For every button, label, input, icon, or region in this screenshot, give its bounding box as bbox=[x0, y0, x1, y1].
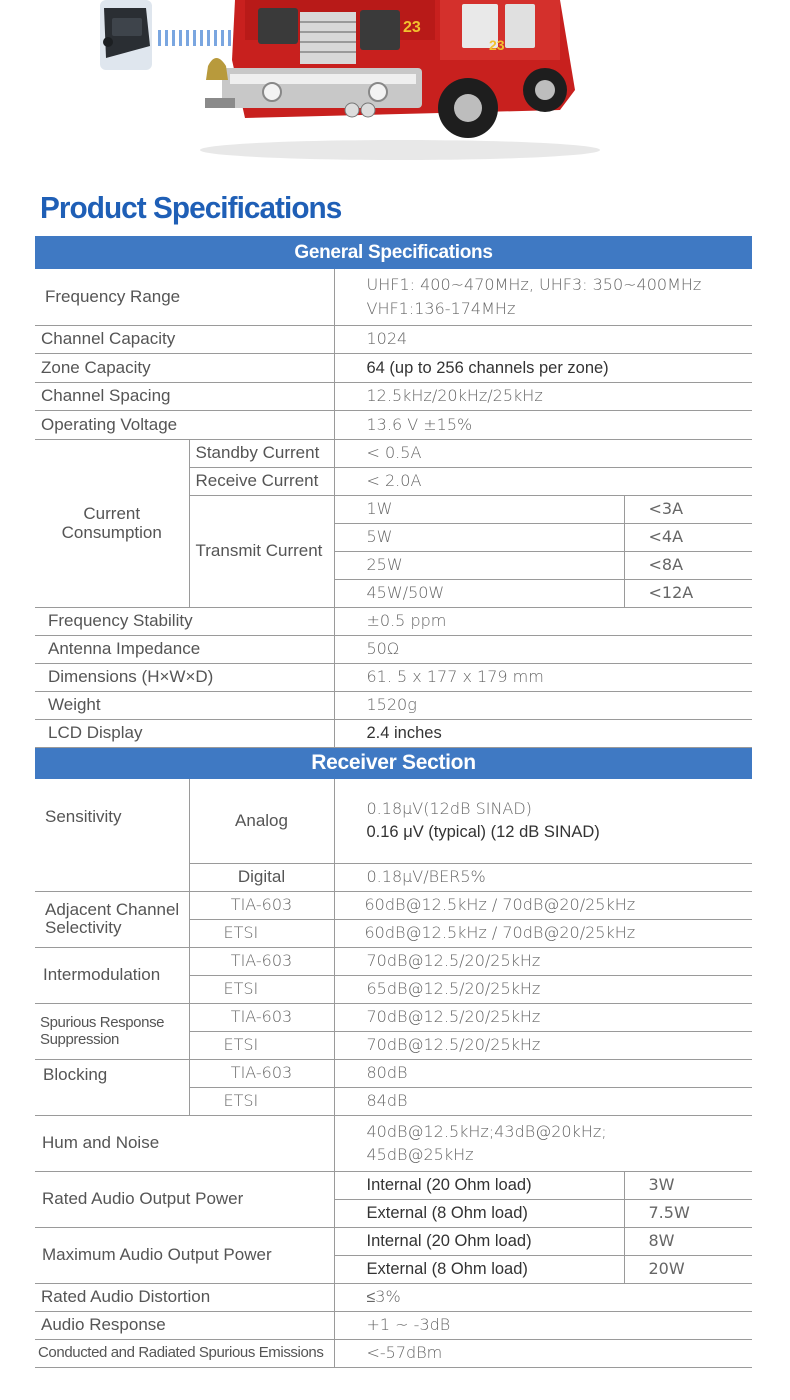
value-line: 0.16 μV (typical) (12 dB SINAD) bbox=[366, 823, 600, 842]
row-value: 13.6 V ±15% bbox=[334, 410, 752, 439]
table-row bbox=[35, 1115, 752, 1171]
row-value: 64 (up to 256 channels per zone) bbox=[334, 353, 752, 382]
row-value: <-57dBm bbox=[334, 1339, 752, 1367]
power-value: 1W bbox=[334, 495, 624, 523]
row-value: < 2.0A bbox=[334, 467, 752, 495]
table-row bbox=[35, 691, 752, 719]
table-row bbox=[35, 947, 752, 975]
row-label: Channel Capacity bbox=[35, 325, 334, 353]
sub-label: TIA-603 bbox=[189, 1003, 334, 1031]
table-row bbox=[35, 1059, 752, 1087]
row-value: 70dB@12.5/20/25kHz bbox=[334, 947, 752, 975]
row-value: 1024 bbox=[334, 325, 752, 353]
sub-label: TIA-603 bbox=[189, 1059, 334, 1087]
row-value: 70dB@12.5/20/25kHz bbox=[334, 1003, 752, 1031]
table-row bbox=[35, 1283, 752, 1311]
value-line: 0.18μV(12dB SINAD) bbox=[366, 799, 532, 819]
table-row bbox=[35, 410, 752, 439]
row-label: Audio Response bbox=[35, 1311, 334, 1339]
value-line: 45dB@25kHz bbox=[366, 1144, 474, 1164]
table-row bbox=[35, 325, 752, 353]
table-row bbox=[35, 1311, 752, 1339]
sub-label: TIA-603 bbox=[189, 891, 334, 919]
section-title: General Specifications bbox=[35, 236, 752, 269]
row-value: 8W bbox=[624, 1227, 752, 1255]
row-label: Frequency Stability bbox=[35, 607, 334, 635]
row-value: 80dB bbox=[334, 1059, 752, 1087]
table-row bbox=[35, 719, 752, 747]
row-value: 61. 5 x 177 x 179 mm bbox=[334, 663, 752, 691]
row-label-current-consumption bbox=[35, 439, 189, 607]
row-label: Hum and Noise bbox=[35, 1115, 334, 1171]
current-value: <12A bbox=[624, 579, 752, 607]
sub-label: Standby Current bbox=[189, 439, 334, 467]
value-line: UHF1: 400~470MHz, UHF3: 350~400MHz bbox=[366, 274, 702, 294]
sub-label: ETSI bbox=[189, 975, 334, 1003]
specifications-table bbox=[35, 236, 752, 1368]
current-value: <8A bbox=[624, 551, 752, 579]
row-value: 7.5W bbox=[624, 1199, 752, 1227]
power-value: 25W bbox=[334, 551, 624, 579]
row-label bbox=[35, 1003, 189, 1059]
table-row bbox=[35, 439, 752, 467]
row-value: 0.18μV/BER5% bbox=[334, 863, 752, 891]
row-label: Sensitivity bbox=[35, 779, 189, 891]
hero-image bbox=[0, 0, 790, 170]
row-value: 60dB@12.5kHz / 70dB@20/25kHz bbox=[334, 919, 752, 947]
table-row bbox=[35, 1227, 752, 1255]
sub-label: ETSI bbox=[189, 1087, 334, 1115]
table-row bbox=[35, 635, 752, 663]
row-value: 84dB bbox=[334, 1087, 752, 1115]
row-value: 60dB@12.5kHz / 70dB@20/25kHz bbox=[334, 891, 752, 919]
table-row bbox=[35, 1171, 752, 1199]
sub-label: Internal (20 Ohm load) bbox=[334, 1227, 624, 1255]
table-row bbox=[35, 269, 752, 325]
row-label: Rated Audio Output Power bbox=[35, 1171, 334, 1227]
row-value bbox=[334, 1115, 752, 1171]
table-row bbox=[35, 779, 752, 863]
row-label: Weight bbox=[35, 691, 334, 719]
current-value: <3A bbox=[624, 495, 752, 523]
sub-label: TIA-603 bbox=[189, 947, 334, 975]
sub-label: External (8 Ohm load) bbox=[334, 1199, 624, 1227]
sub-label: Internal (20 Ohm load) bbox=[334, 1171, 624, 1199]
table-row bbox=[35, 353, 752, 382]
row-value: +1 ~ -3dB bbox=[334, 1311, 752, 1339]
table-row bbox=[35, 382, 752, 410]
sub-label: Receive Current bbox=[189, 467, 334, 495]
row-value: 3W bbox=[624, 1171, 752, 1199]
row-value: 12.5kHz/20kHz/25kHz bbox=[334, 382, 752, 410]
label-line: Current bbox=[83, 504, 141, 523]
current-value: <4A bbox=[624, 523, 752, 551]
row-label: Rated Audio Distortion bbox=[35, 1283, 334, 1311]
sub-label: External (8 Ohm load) bbox=[334, 1255, 624, 1283]
fire-truck-icon bbox=[205, 0, 575, 138]
row-value: < 0.5A bbox=[334, 439, 752, 467]
row-label: Maximum Audio Output Power bbox=[35, 1227, 334, 1283]
row-value: 1520g bbox=[334, 691, 752, 719]
svg-text:23: 23 bbox=[489, 37, 505, 53]
row-label: Zone Capacity bbox=[35, 353, 334, 382]
row-value: 50Ω bbox=[334, 635, 752, 663]
row-value: ≤3% bbox=[334, 1283, 752, 1311]
row-value bbox=[334, 779, 752, 863]
section-header-general bbox=[35, 236, 752, 269]
row-label bbox=[35, 891, 189, 947]
row-label: Frequency Range bbox=[35, 269, 334, 325]
label-line: Spurious Response bbox=[40, 1014, 165, 1031]
radio-device-icon bbox=[100, 0, 152, 70]
row-label: LCD Display bbox=[35, 719, 334, 747]
label-line: Suppression bbox=[40, 1031, 119, 1048]
sub-label: ETSI bbox=[189, 1031, 334, 1059]
signal-waves-icon bbox=[158, 30, 231, 46]
row-label: Antenna Impedance bbox=[35, 635, 334, 663]
table-row bbox=[35, 607, 752, 635]
row-value: 2.4 inches bbox=[334, 719, 752, 747]
sub-label: ETSI bbox=[189, 919, 334, 947]
section-title: Receiver Section bbox=[35, 747, 752, 779]
sub-label: Digital bbox=[189, 863, 334, 891]
sub-label: Transmit Current bbox=[189, 495, 334, 607]
svg-text:23: 23 bbox=[403, 19, 421, 36]
row-label: Channel Spacing bbox=[35, 382, 334, 410]
row-label: Conducted and Radiated Spurious Emissions bbox=[35, 1339, 334, 1367]
section-header-receiver bbox=[35, 747, 752, 779]
row-value: 65dB@12.5/20/25kHz bbox=[334, 975, 752, 1003]
value-line: 40dB@12.5kHz;43dB@20kHz; bbox=[366, 1121, 607, 1141]
row-value bbox=[334, 269, 752, 325]
row-label: Dimensions (H×W×D) bbox=[35, 663, 334, 691]
label-line: Consumption bbox=[61, 523, 162, 542]
row-label: Blocking bbox=[35, 1059, 189, 1115]
page-title: Product Specifications bbox=[40, 190, 342, 225]
power-value: 45W/50W bbox=[334, 579, 624, 607]
row-value: 70dB@12.5/20/25kHz bbox=[334, 1031, 752, 1059]
row-label: Operating Voltage bbox=[35, 410, 334, 439]
label-line: Selectivity bbox=[45, 918, 122, 937]
label-line: Adjacent Channel bbox=[45, 900, 180, 919]
value-line: VHF1:136-174MHz bbox=[366, 298, 516, 318]
table-row bbox=[35, 1339, 752, 1367]
row-value: ±0.5 ppm bbox=[334, 607, 752, 635]
fire-truck-illustration bbox=[0, 0, 790, 170]
table-row bbox=[35, 663, 752, 691]
row-label: Intermodulation bbox=[35, 947, 189, 1003]
table-row bbox=[35, 891, 752, 919]
table-row bbox=[35, 1003, 752, 1031]
row-value: 20W bbox=[624, 1255, 752, 1283]
sub-label: Analog bbox=[189, 779, 334, 863]
power-value: 5W bbox=[334, 523, 624, 551]
